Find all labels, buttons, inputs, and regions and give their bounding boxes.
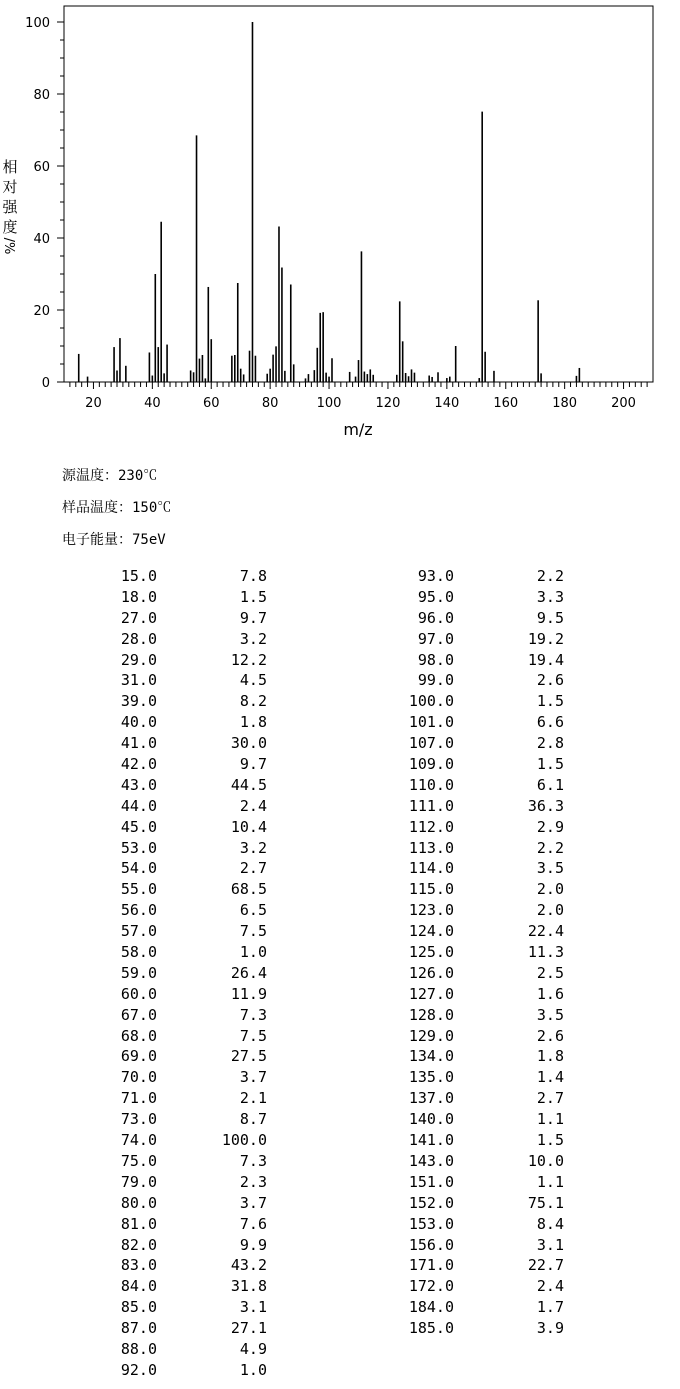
intensity-value: 1.0 [239, 1360, 267, 1379]
mz-value: 55.0 [120, 880, 157, 899]
mz-value: 114.0 [408, 859, 454, 878]
intensity-value: 36.3 [527, 796, 564, 815]
mz-value: 74.0 [120, 1131, 157, 1150]
sample-temperature: 样品温度：150℃ [62, 500, 172, 516]
table-row [300, 1130, 570, 1151]
table-row [0, 650, 270, 671]
table-row [300, 796, 570, 817]
mz-value: 172.0 [408, 1277, 454, 1296]
intensity-value: 8.4 [536, 1214, 564, 1233]
y-tick-label: 60 [33, 160, 50, 175]
mz-value: 70.0 [120, 1068, 157, 1087]
intensity-value: 1.8 [536, 1047, 564, 1066]
table-row [0, 1046, 270, 1067]
intensity-value: 2.0 [536, 880, 564, 899]
mz-value: 152.0 [408, 1193, 454, 1212]
table-row [0, 1297, 270, 1318]
table-row [300, 1172, 570, 1193]
table-row [300, 1255, 570, 1276]
intensity-value: 2.1 [239, 1089, 267, 1108]
x-tick-label: 200 [611, 396, 636, 411]
y-tick-label: 100 [25, 16, 50, 31]
mz-value: 171.0 [408, 1256, 454, 1275]
mz-value: 153.0 [408, 1214, 454, 1233]
y-axis-ticks [25, 16, 64, 391]
mz-value: 82.0 [120, 1235, 157, 1254]
mz-value: 71.0 [120, 1089, 157, 1108]
table-row [0, 1088, 270, 1109]
intensity-value: 8.2 [239, 692, 267, 711]
intensity-value: 3.9 [536, 1319, 564, 1338]
table-row [300, 1067, 570, 1088]
mz-value: 53.0 [120, 838, 157, 857]
table-row [300, 1214, 570, 1235]
mz-value: 141.0 [408, 1131, 454, 1150]
mz-value: 185.0 [408, 1319, 454, 1338]
intensity-value: 22.4 [527, 922, 564, 941]
electron-energy: 电子能量：75eV [62, 532, 166, 548]
mz-value: 100.0 [408, 692, 454, 711]
intensity-value: 1.4 [536, 1068, 564, 1087]
table-row [0, 963, 270, 984]
table-row [0, 879, 270, 900]
table-row [300, 858, 570, 879]
intensity-value: 31.8 [230, 1277, 267, 1296]
mz-value: 31.0 [120, 671, 157, 690]
table-row [0, 858, 270, 879]
intensity-value: 1.1 [536, 1172, 564, 1191]
table-row [300, 754, 570, 775]
table-row [300, 921, 570, 942]
table-row [0, 1276, 270, 1297]
table-row [0, 1151, 270, 1172]
table-row [300, 1193, 570, 1214]
mz-value: 184.0 [408, 1298, 454, 1317]
table-row [0, 629, 270, 650]
table-row [0, 754, 270, 775]
mass-spectrum-chart [0, 0, 680, 450]
mz-value: 135.0 [408, 1068, 454, 1087]
peak-table-left [0, 566, 270, 1381]
intensity-value: 3.1 [239, 1298, 267, 1317]
mz-value: 59.0 [120, 963, 157, 982]
table-row [0, 670, 270, 691]
intensity-value: 2.9 [536, 817, 564, 836]
peak-bars [79, 22, 580, 382]
intensity-value: 1.7 [536, 1298, 564, 1317]
intensity-value: 7.3 [239, 1151, 267, 1170]
mz-value: 92.0 [120, 1360, 157, 1379]
intensity-value: 7.8 [239, 567, 267, 585]
intensity-value: 6.6 [536, 713, 564, 732]
mz-value: 98.0 [417, 650, 454, 669]
y-tick-label: 20 [33, 304, 50, 319]
intensity-value: 19.4 [527, 650, 564, 669]
intensity-value: 8.7 [239, 1110, 267, 1129]
intensity-value: 10.4 [230, 817, 267, 836]
x-tick-label: 40 [144, 396, 161, 411]
mz-value: 111.0 [408, 796, 454, 815]
mz-value: 156.0 [408, 1235, 454, 1254]
mz-value: 81.0 [120, 1214, 157, 1233]
mz-value: 58.0 [120, 943, 157, 962]
x-axis-label: m/z [343, 420, 373, 439]
x-tick-label: 20 [85, 396, 102, 411]
table-row [300, 984, 570, 1005]
table-row [300, 691, 570, 712]
table-row [0, 1026, 270, 1047]
intensity-value: 9.9 [239, 1235, 267, 1254]
table-row [0, 1339, 270, 1360]
intensity-value: 4.9 [239, 1339, 267, 1358]
mz-value: 151.0 [408, 1172, 454, 1191]
intensity-value: 27.5 [230, 1047, 267, 1066]
intensity-value: 1.8 [239, 713, 267, 732]
intensity-value: 11.9 [230, 984, 267, 1003]
table-row [300, 650, 570, 671]
y-label-char: /% [1, 237, 16, 255]
mz-value: 69.0 [120, 1047, 157, 1066]
intensity-value: 43.2 [230, 1256, 267, 1275]
table-row [0, 587, 270, 608]
intensity-value: 1.6 [536, 984, 564, 1003]
table-row [0, 1130, 270, 1151]
mz-value: 79.0 [120, 1172, 157, 1191]
table-row [0, 733, 270, 754]
intensity-value: 2.8 [536, 734, 564, 753]
mz-value: 60.0 [120, 984, 157, 1003]
x-tick-label: 100 [316, 396, 342, 411]
table-row [300, 900, 570, 921]
intensity-value: 75.1 [527, 1193, 564, 1212]
mz-value: 112.0 [408, 817, 454, 836]
mz-value: 41.0 [120, 734, 157, 753]
intensity-value: 27.1 [230, 1319, 267, 1338]
table-row [0, 691, 270, 712]
mz-value: 134.0 [408, 1047, 454, 1066]
mz-value: 45.0 [120, 817, 157, 836]
table-row [300, 1005, 570, 1026]
mz-value: 123.0 [408, 901, 454, 920]
intensity-value: 1.1 [536, 1110, 564, 1129]
table-row [300, 1109, 570, 1130]
x-tick-label: 140 [434, 396, 460, 411]
table-row [0, 1067, 270, 1088]
mz-value: 129.0 [408, 1026, 454, 1045]
intensity-value: 26.4 [230, 963, 267, 982]
x-tick-label: 80 [261, 396, 279, 411]
table-row [0, 1255, 270, 1276]
source-temperature: 源温度：230℃ [62, 468, 158, 484]
table-row [300, 1318, 570, 1339]
intensity-value: 3.1 [536, 1235, 564, 1254]
mz-value: 87.0 [120, 1319, 157, 1338]
intensity-value: 9.7 [239, 608, 267, 627]
mz-value: 115.0 [408, 880, 454, 899]
mz-value: 125.0 [408, 943, 454, 962]
intensity-value: 7.5 [239, 1026, 267, 1045]
table-row [300, 838, 570, 859]
mz-value: 127.0 [408, 984, 454, 1003]
mz-value: 107.0 [408, 734, 454, 753]
intensity-value: 1.5 [536, 692, 564, 711]
peak-table-right [300, 566, 570, 1339]
mz-value: 67.0 [120, 1005, 157, 1024]
table-row [0, 1318, 270, 1339]
intensity-value: 9.7 [239, 755, 267, 774]
mz-value: 80.0 [120, 1193, 157, 1212]
table-row [0, 1193, 270, 1214]
table-row [0, 1214, 270, 1235]
table-row [0, 1172, 270, 1193]
intensity-value: 3.5 [536, 859, 564, 878]
intensity-value: 2.5 [536, 963, 564, 982]
table-row [0, 984, 270, 1005]
table-row [300, 587, 570, 608]
table-row [300, 608, 570, 629]
table-row [300, 963, 570, 984]
x-tick-label: 160 [493, 396, 519, 411]
intensity-value: 9.5 [536, 608, 564, 627]
table-row [300, 1151, 570, 1172]
intensity-value: 2.6 [536, 671, 564, 690]
intensity-value: 2.0 [536, 901, 564, 920]
mz-value: 29.0 [120, 650, 157, 669]
intensity-value: 11.3 [527, 943, 564, 962]
table-row [0, 942, 270, 963]
intensity-value: 1.5 [239, 587, 267, 606]
mz-value: 85.0 [120, 1298, 157, 1317]
intensity-value: 100.0 [221, 1131, 267, 1150]
intensity-value: 2.6 [536, 1026, 564, 1045]
intensity-value: 3.7 [239, 1068, 267, 1087]
table-row [300, 712, 570, 733]
mz-value: 128.0 [408, 1005, 454, 1024]
table-row [0, 921, 270, 942]
y-tick-label: 40 [33, 232, 50, 247]
mz-value: 101.0 [408, 713, 454, 732]
intensity-value: 1.5 [536, 755, 564, 774]
mz-value: 84.0 [120, 1277, 157, 1296]
intensity-value: 12.2 [230, 650, 267, 669]
mz-value: 96.0 [417, 608, 454, 627]
intensity-value: 6.5 [239, 901, 267, 920]
intensity-value: 22.7 [527, 1256, 564, 1275]
table-row [300, 1297, 570, 1318]
intensity-value: 68.5 [230, 880, 267, 899]
intensity-value: 4.5 [239, 671, 267, 690]
table-row [300, 1235, 570, 1256]
intensity-value: 3.2 [239, 838, 267, 857]
intensity-value: 44.5 [230, 775, 267, 794]
x-tick-label: 60 [202, 396, 220, 411]
table-row [300, 566, 570, 587]
table-row [300, 1276, 570, 1297]
table-row [0, 1005, 270, 1026]
mz-value: 124.0 [408, 922, 454, 941]
table-row [300, 1026, 570, 1047]
mz-value: 110.0 [408, 775, 454, 794]
intensity-value: 10.0 [527, 1151, 564, 1170]
intensity-value: 2.2 [536, 838, 564, 857]
mz-value: 140.0 [408, 1110, 454, 1129]
intensity-value: 6.1 [536, 775, 564, 794]
x-axis-ticks [70, 382, 647, 411]
intensity-value: 1.5 [536, 1131, 564, 1150]
table-row [0, 566, 270, 587]
table-row [300, 775, 570, 796]
intensity-value: 2.4 [536, 1277, 564, 1296]
intensity-value: 2.2 [536, 567, 564, 585]
table-row [0, 712, 270, 733]
mz-value: 143.0 [408, 1151, 454, 1170]
mz-value: 126.0 [408, 963, 454, 982]
table-row [300, 1046, 570, 1067]
table-row [0, 900, 270, 921]
intensity-value: 19.2 [527, 629, 564, 648]
intensity-value: 3.2 [239, 629, 267, 648]
mz-value: 88.0 [120, 1339, 157, 1358]
table-row [0, 1235, 270, 1256]
mz-value: 109.0 [408, 755, 454, 774]
mz-value: 56.0 [120, 901, 157, 920]
y-label-char: 强 [2, 198, 18, 216]
y-label-char: 对 [2, 178, 18, 196]
mz-value: 73.0 [120, 1110, 157, 1129]
mz-value: 113.0 [408, 838, 454, 857]
intensity-value: 2.7 [239, 859, 267, 878]
table-row [300, 733, 570, 754]
mz-value: 39.0 [120, 692, 157, 711]
mz-value: 54.0 [120, 859, 157, 878]
mz-value: 137.0 [408, 1089, 454, 1108]
table-row [300, 629, 570, 650]
table-row [0, 796, 270, 817]
table-row [0, 608, 270, 629]
table-row [0, 775, 270, 796]
mz-value: 95.0 [417, 587, 454, 606]
y-tick-label: 0 [41, 376, 50, 391]
table-row [300, 817, 570, 838]
intensity-value: 3.5 [536, 1005, 564, 1024]
mz-value: 99.0 [417, 671, 454, 690]
mz-value: 27.0 [120, 608, 157, 627]
mz-value: 15.0 [120, 567, 157, 585]
table-row [300, 670, 570, 691]
table-row [0, 1109, 270, 1130]
intensity-value: 1.0 [239, 943, 267, 962]
mz-value: 75.0 [120, 1151, 157, 1170]
y-axis-label [1, 158, 18, 254]
table-row [0, 1360, 270, 1381]
table-row [0, 817, 270, 838]
intensity-value: 3.3 [536, 587, 564, 606]
mz-value: 40.0 [120, 713, 157, 732]
mz-value: 68.0 [120, 1026, 157, 1045]
mz-value: 18.0 [120, 587, 157, 606]
intensity-value: 2.4 [239, 796, 267, 815]
table-row [300, 1088, 570, 1109]
mz-value: 57.0 [120, 922, 157, 941]
x-tick-label: 180 [552, 396, 578, 411]
plot-frame [64, 6, 653, 382]
mz-value: 43.0 [120, 775, 157, 794]
intensity-value: 7.3 [239, 1005, 267, 1024]
intensity-value: 7.6 [239, 1214, 267, 1233]
intensity-value: 2.7 [536, 1089, 564, 1108]
mz-value: 97.0 [417, 629, 454, 648]
y-label-char: 度 [2, 218, 18, 236]
table-row [300, 879, 570, 900]
mz-value: 44.0 [120, 796, 157, 815]
y-label-char: 相 [2, 158, 18, 176]
table-row [300, 942, 570, 963]
mz-value: 83.0 [120, 1256, 157, 1275]
intensity-value: 2.3 [239, 1172, 267, 1191]
intensity-value: 7.5 [239, 922, 267, 941]
x-tick-label: 120 [375, 396, 401, 411]
intensity-value: 30.0 [230, 734, 267, 753]
table-row [0, 838, 270, 859]
mz-value: 28.0 [120, 629, 157, 648]
y-tick-label: 80 [33, 88, 50, 103]
mz-value: 93.0 [417, 567, 454, 585]
intensity-value: 3.7 [239, 1193, 267, 1212]
mz-value: 42.0 [120, 755, 157, 774]
